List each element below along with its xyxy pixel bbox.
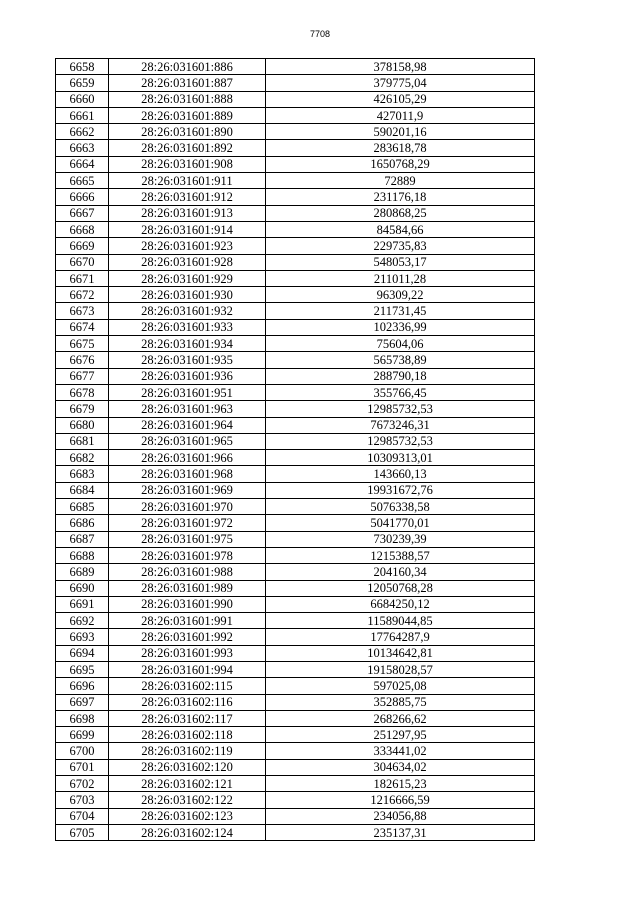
cadastral-number-cell: 28:26:031601:889 [109,107,266,123]
cadastral-value-cell: 6684250,12 [266,596,535,612]
row-number-cell: 6678 [56,384,109,400]
row-number-cell: 6695 [56,661,109,677]
cadastral-number-cell: 28:26:031601:930 [109,287,266,303]
table-row [56,433,535,449]
row-number-cell: 6673 [56,303,109,319]
table-row [56,124,535,140]
cadastral-number-cell: 28:26:031601:951 [109,384,266,400]
row-number-cell: 6693 [56,629,109,645]
cadastral-number-cell: 28:26:031601:970 [109,499,266,515]
cadastral-number-cell: 28:26:031602:124 [109,824,266,840]
table-row [56,384,535,400]
cadastral-value-cell: 288790,18 [266,368,535,384]
table-row [56,694,535,710]
table-row [56,189,535,205]
cadastral-number-cell: 28:26:031601:886 [109,59,266,75]
table-row [56,156,535,172]
row-number-cell: 6704 [56,808,109,824]
cadastral-number-cell: 28:26:031602:118 [109,727,266,743]
row-number-cell: 6691 [56,596,109,612]
cadastral-value-cell: 17764287,9 [266,629,535,645]
row-number-cell: 6669 [56,238,109,254]
cadastral-number-cell: 28:26:031601:914 [109,221,266,237]
table-row [56,499,535,515]
table-row [56,352,535,368]
cadastral-value-cell: 565738,89 [266,352,535,368]
cadastral-number-cell: 28:26:031602:117 [109,710,266,726]
row-number-cell: 6677 [56,368,109,384]
row-number-cell: 6705 [56,824,109,840]
row-number-cell: 6703 [56,792,109,808]
cadastral-value-cell: 427011,9 [266,107,535,123]
cadastral-value-cell: 204160,34 [266,564,535,580]
cadastral-value-cell: 12050768,28 [266,580,535,596]
cadastral-number-cell: 28:26:031601:935 [109,352,266,368]
cadastral-value-cell: 280868,25 [266,205,535,221]
row-number-cell: 6701 [56,759,109,775]
table-row [56,547,535,563]
cadastral-value-cell: 10309313,01 [266,450,535,466]
table-row [56,173,535,189]
table-row [56,564,535,580]
table-row [56,613,535,629]
cadastral-value-cell: 5076338,58 [266,499,535,515]
cadastral-number-cell: 28:26:031601:978 [109,547,266,563]
table-row [56,482,535,498]
cadastral-number-cell: 28:26:031601:928 [109,254,266,270]
row-number-cell: 6689 [56,564,109,580]
table-body [56,59,535,841]
table-row [56,824,535,840]
cadastral-number-cell: 28:26:031602:115 [109,678,266,694]
cadastral-number-cell: 28:26:031601:972 [109,515,266,531]
cadastral-value-cell: 590201,16 [266,124,535,140]
row-number-cell: 6668 [56,221,109,237]
cadastral-value-cell: 84584,66 [266,221,535,237]
row-number-cell: 6664 [56,156,109,172]
cadastral-number-cell: 28:26:031601:932 [109,303,266,319]
cadastral-value-cell: 333441,02 [266,743,535,759]
table-row [56,776,535,792]
row-number-cell: 6697 [56,694,109,710]
table-row [56,515,535,531]
row-number-cell: 6682 [56,450,109,466]
cadastral-value-cell: 5041770,01 [266,515,535,531]
table-row [56,596,535,612]
row-number-cell: 6665 [56,173,109,189]
row-number-cell: 6663 [56,140,109,156]
cadastral-value-cell: 12985732,53 [266,433,535,449]
table-row [56,107,535,123]
cadastral-value-cell: 19931672,76 [266,482,535,498]
table-row [56,303,535,319]
cadastral-number-cell: 28:26:031601:992 [109,629,266,645]
cadastral-number-cell: 28:26:031601:933 [109,319,266,335]
cadastral-value-cell: 235137,31 [266,824,535,840]
table-row [56,743,535,759]
row-number-cell: 6658 [56,59,109,75]
row-number-cell: 6671 [56,270,109,286]
cadastral-value-cell: 1650768,29 [266,156,535,172]
cadastral-value-cell: 11589044,85 [266,613,535,629]
cadastral-number-cell: 28:26:031601:912 [109,189,266,205]
row-number-cell: 6687 [56,531,109,547]
cadastral-number-cell: 28:26:031601:990 [109,596,266,612]
cadastral-value-cell: 7673246,31 [266,417,535,433]
table-row [56,205,535,221]
table-row [56,140,535,156]
table-row [56,368,535,384]
table-row [56,238,535,254]
row-number-cell: 6670 [56,254,109,270]
cadastral-value-cell: 231176,18 [266,189,535,205]
table-row [56,91,535,107]
row-number-cell: 6698 [56,710,109,726]
cadastral-value-cell: 283618,78 [266,140,535,156]
row-number-cell: 6680 [56,417,109,433]
row-number-cell: 6683 [56,466,109,482]
table-row [56,466,535,482]
table-row [56,580,535,596]
cadastral-number-cell: 28:26:031601:969 [109,482,266,498]
cadastral-number-cell: 28:26:031601:892 [109,140,266,156]
table-row [56,629,535,645]
cadastral-value-cell: 10134642,81 [266,645,535,661]
cadastral-value-cell: 75604,06 [266,336,535,352]
table-row [56,450,535,466]
cadastral-number-cell: 28:26:031601:989 [109,580,266,596]
table-row [56,75,535,91]
row-number-cell: 6666 [56,189,109,205]
table-row [56,59,535,75]
row-number-cell: 6667 [56,205,109,221]
row-number-cell: 6692 [56,613,109,629]
cadastral-value-cell: 355766,45 [266,384,535,400]
row-number-cell: 6681 [56,433,109,449]
table-row [56,287,535,303]
cadastral-value-cell: 548053,17 [266,254,535,270]
cadastral-number-cell: 28:26:031601:934 [109,336,266,352]
cadastral-number-cell: 28:26:031601:887 [109,75,266,91]
cadastral-number-cell: 28:26:031601:911 [109,173,266,189]
page-number: 7708 [309,29,331,39]
cadastral-number-cell: 28:26:031601:963 [109,401,266,417]
table-row [56,727,535,743]
row-number-cell: 6684 [56,482,109,498]
cadastral-value-cell: 211011,28 [266,270,535,286]
cadastral-number-cell: 28:26:031601:975 [109,531,266,547]
cadastral-value-cell: 19158028,57 [266,661,535,677]
cadastral-value-cell: 1215388,57 [266,547,535,563]
table-row [56,336,535,352]
cadastral-value-cell: 182615,23 [266,776,535,792]
cadastral-number-cell: 28:26:031601:966 [109,450,266,466]
cadastral-number-cell: 28:26:031602:123 [109,808,266,824]
row-number-cell: 6659 [56,75,109,91]
row-number-cell: 6685 [56,499,109,515]
table-row [56,759,535,775]
cadastral-number-cell: 28:26:031601:913 [109,205,266,221]
cadastral-value-cell: 304634,02 [266,759,535,775]
cadastral-value-cell: 143660,13 [266,466,535,482]
table-row [56,710,535,726]
cadastral-number-cell: 28:26:031602:119 [109,743,266,759]
cadastral-value-cell: 72889 [266,173,535,189]
cadastral-number-cell: 28:26:031602:122 [109,792,266,808]
cadastral-number-cell: 28:26:031601:968 [109,466,266,482]
table-row [56,678,535,694]
table-row [56,792,535,808]
cadastral-value-cell: 229735,83 [266,238,535,254]
row-number-cell: 6675 [56,336,109,352]
cadastral-number-cell: 28:26:031601:908 [109,156,266,172]
cadastral-number-cell: 28:26:031602:116 [109,694,266,710]
table-row [56,645,535,661]
table-row [56,417,535,433]
cadastral-number-cell: 28:26:031601:888 [109,91,266,107]
cadastral-value-cell: 268266,62 [266,710,535,726]
cadastral-number-cell: 28:26:031601:993 [109,645,266,661]
row-number-cell: 6660 [56,91,109,107]
cadastral-value-cell: 730239,39 [266,531,535,547]
row-number-cell: 6688 [56,547,109,563]
cadastral-number-cell: 28:26:031601:929 [109,270,266,286]
cadastral-value-cell: 1216666,59 [266,792,535,808]
cadastral-value-cell: 102336,99 [266,319,535,335]
row-number-cell: 6702 [56,776,109,792]
cadastral-number-cell: 28:26:031601:991 [109,613,266,629]
cadastral-number-cell: 28:26:031601:965 [109,433,266,449]
cadastral-value-cell: 597025,08 [266,678,535,694]
cadastral-value-cell: 234056,88 [266,808,535,824]
cadastral-number-cell: 28:26:031601:890 [109,124,266,140]
table-row [56,254,535,270]
cadastral-number-cell: 28:26:031602:121 [109,776,266,792]
row-number-cell: 6690 [56,580,109,596]
table-row [56,401,535,417]
row-number-cell: 6686 [56,515,109,531]
cadastral-value-cell: 96309,22 [266,287,535,303]
row-number-cell: 6674 [56,319,109,335]
row-number-cell: 6700 [56,743,109,759]
cadastral-value-cell: 379775,04 [266,75,535,91]
cadastral-value-cell: 251297,95 [266,727,535,743]
row-number-cell: 6676 [56,352,109,368]
table-row [56,808,535,824]
cadastral-number-cell: 28:26:031601:988 [109,564,266,580]
row-number-cell: 6672 [56,287,109,303]
cadastral-value-cell: 352885,75 [266,694,535,710]
row-number-cell: 6662 [56,124,109,140]
row-number-cell: 6679 [56,401,109,417]
cadastral-number-cell: 28:26:031601:964 [109,417,266,433]
table-row [56,270,535,286]
cadastral-number-cell: 28:26:031601:936 [109,368,266,384]
table-row [56,319,535,335]
table-row [56,661,535,677]
cadastral-value-table [55,58,535,841]
cadastral-number-cell: 28:26:031601:994 [109,661,266,677]
cadastral-number-cell: 28:26:031601:923 [109,238,266,254]
cadastral-value-cell: 211731,45 [266,303,535,319]
cadastral-number-cell: 28:26:031602:120 [109,759,266,775]
table-row [56,531,535,547]
cadastral-value-cell: 426105,29 [266,91,535,107]
cadastral-value-cell: 12985732,53 [266,401,535,417]
row-number-cell: 6696 [56,678,109,694]
row-number-cell: 6699 [56,727,109,743]
row-number-cell: 6661 [56,107,109,123]
cadastral-value-cell: 378158,98 [266,59,535,75]
row-number-cell: 6694 [56,645,109,661]
table-row [56,221,535,237]
